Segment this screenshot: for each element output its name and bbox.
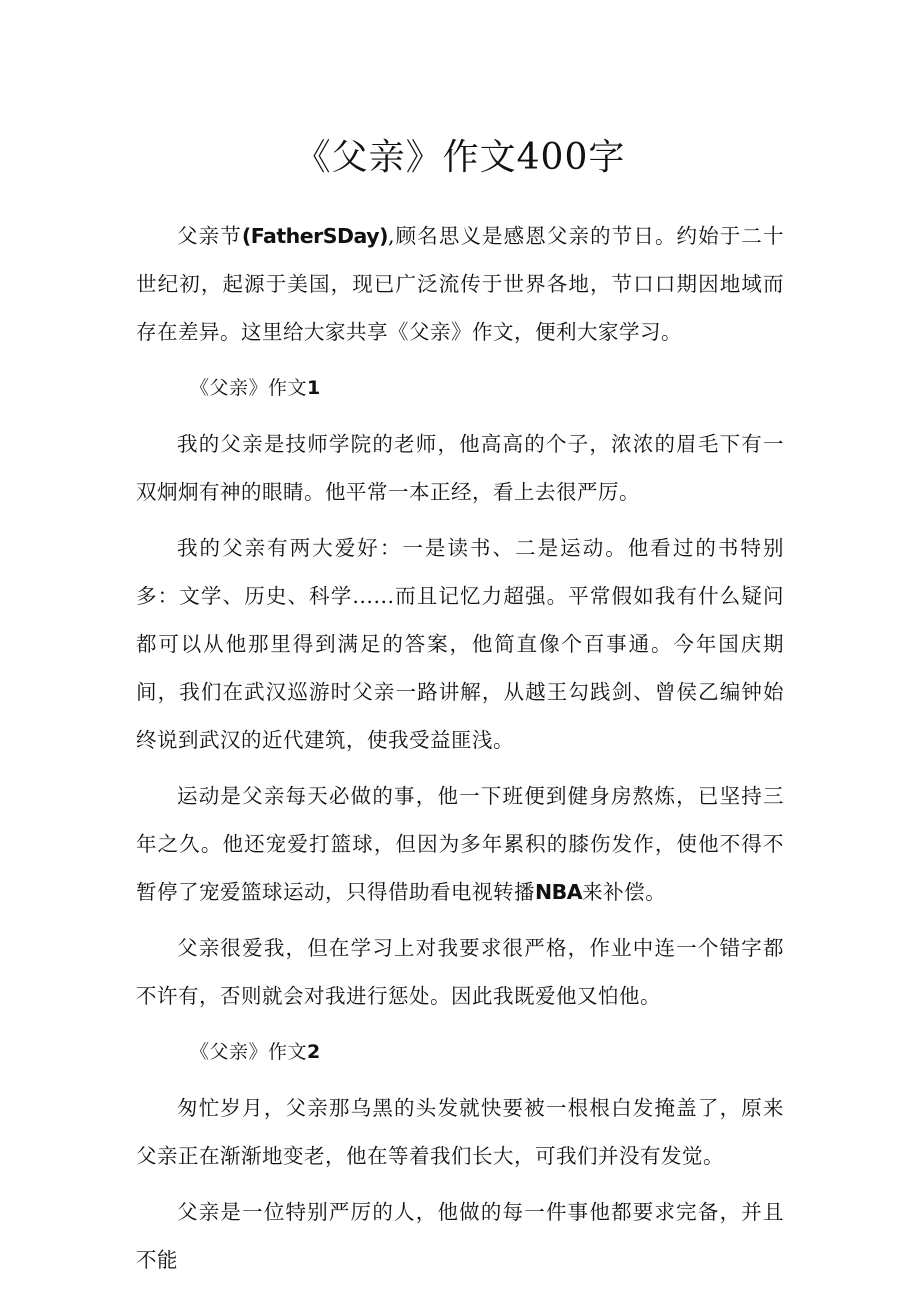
essay-1-heading-number: 1 <box>307 377 320 399</box>
essay-2-heading <box>136 1028 784 1076</box>
essay-2-paragraph-2: 父亲是一位特别严厉的人，他做的每一件事他都要求完备，并且不能 <box>136 1200 784 1272</box>
document-body <box>136 212 784 1292</box>
essay-1-paragraph-1: 我的父亲是技师学院的老师，他高高的个子，浓浓的眉毛下有一双炯炯有神的眼睛。他平常一本正经，看上去很严厉。 <box>136 432 784 504</box>
essay-2-paragraph-1: 匆忙岁月，父亲那乌黑的头发就快要被一根根白发掩盖了，原来父亲正在渐渐地变老，他在等着我们长大，可我们并没有发觉。 <box>136 1096 784 1168</box>
sport-text-start: 运动是父亲每天必做的事，他一下班便到健身房熬炼，已坚持三年之久。他还宠爱打篮球，但因为多年累积的膝伤发作，使他不得不暂停了宠爱篮球运动，只得借助看电视转播 <box>136 784 784 904</box>
essay-2-heading-number: 2 <box>307 1041 320 1063</box>
document-title: 《父亲》作文400字 <box>294 137 626 178</box>
intro-paragraph <box>136 212 784 356</box>
essay-1-paragraph-3 <box>136 772 784 916</box>
essay-1-heading-text: 《父亲》作文 <box>190 377 308 399</box>
essay-1-paragraph-2: 我的父亲有两大爱好：一是读书、二是运动。他看过的书特别多：文学、历史、科学......而且记忆力超强。平常假如我有什么疑问都可以从他那里得到满足的答案，他简直像个百事通。今年国庆期间，我们在武汉巡游时父亲一路讲解，从越王勾践剑、曾侯乙编钟始终说到武汉的近代建筑，使我受益匪浅。 <box>136 536 784 752</box>
intro-text-rest: ,顾名思义是感恩父亲的节日。约始于二十世纪初，起源于美国，现已广泛流传于世界各地，节口口期因地域而存在差异。这里给大家共享《父亲》作文，便利大家学习。 <box>136 224 785 344</box>
intro-english-term: (FatherSDay) <box>241 224 388 248</box>
essay-1-heading <box>136 364 784 412</box>
essay-2-heading-text: 《父亲》作文 <box>190 1041 308 1063</box>
sport-text-end: 来补偿。 <box>582 880 667 904</box>
essay-1-paragraph-4: 父亲很爱我，但在学习上对我要求很严格，作业中连一个错字都不许有，否则就会对我进行惩处。因此我既爱他又怕他。 <box>136 936 784 1008</box>
sport-nba-term: NBA <box>535 880 583 904</box>
intro-text-start: 父亲节 <box>177 224 242 248</box>
